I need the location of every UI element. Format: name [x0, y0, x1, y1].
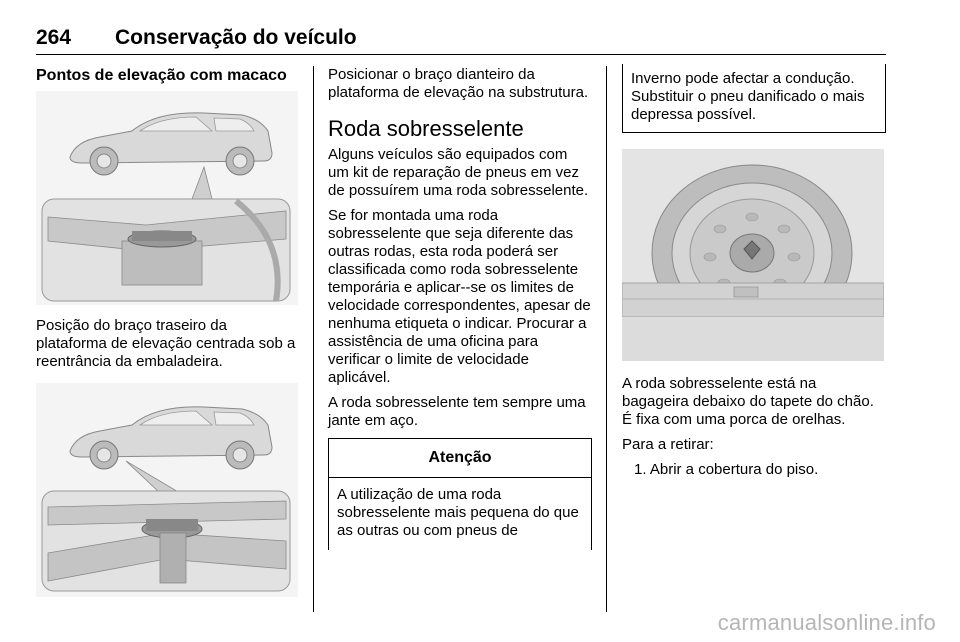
page-number: 264 [36, 26, 72, 49]
column-divider-1 [313, 66, 314, 612]
caption-rear-lift-point: Posição do braço traseiro da plataforma de elevação centrada sob a reentrância da embaladeira. [36, 317, 296, 370]
chapter-title: Conservação do veículo [115, 26, 357, 49]
warning-box [328, 438, 592, 550]
warning-box-continued: Inverno pode afectar a condução. Substituir o pneu danificado o mais depressa possível. [622, 64, 886, 133]
paragraph-spare-location: A roda sobresselente está na bagageira debaixo do tapete do chão. É fixa com uma porca de orelhas. [622, 375, 874, 428]
section-heading-spare-wheel: Roda sobresselente [328, 116, 524, 141]
spare-wheel-illustration [622, 149, 884, 361]
warning-text: A utilização de uma roda sobresselente mais pequena do que as outras ou com pneus de [337, 486, 579, 539]
column-left [36, 66, 298, 609]
figure-rear-lift-point [36, 383, 298, 597]
column-divider-2 [606, 66, 607, 612]
car-illustration-front [36, 91, 298, 305]
column-middle [328, 66, 592, 550]
paragraph-front-arm: Posicionar o braço dianteiro da plataforma de elevação na substrutura. [328, 66, 589, 101]
paragraph-temporary-spare: Se for montada uma roda sobresselente que seja diferente das outras rodas, esta roda poderá ser classificada como roda sobresselente temporária e aplicar--se os limites de velocidade correspondentes, apesar de nenhuma etiqueta o indicar. Procurar a assistência de uma oficina para verificar o limite de velocidade aplicável. [328, 207, 591, 386]
paragraph-steel-rim: A roda sobresselente tem sempre uma jante em aço. [328, 394, 586, 429]
section-heading-lift-points: Pontos de elevação com macaco [36, 67, 287, 84]
figure-spare-wheel [622, 149, 884, 361]
watermark-text: carmanualsonline.info [717, 610, 936, 635]
warning-title: Atenção [329, 439, 591, 478]
paragraph-to-remove: Para a retirar: [622, 436, 714, 453]
page-header [36, 26, 886, 55]
paragraph-repair-kit: Alguns veículos são equipados com um kit de reparação de pneus em vez de possuírem uma roda sobresselente. [328, 146, 589, 199]
list-item: 1. Abrir a cobertura do piso. [634, 461, 819, 478]
figure-front-lift-point [36, 91, 298, 305]
column-right [622, 66, 886, 479]
car-illustration-rear [36, 383, 298, 597]
